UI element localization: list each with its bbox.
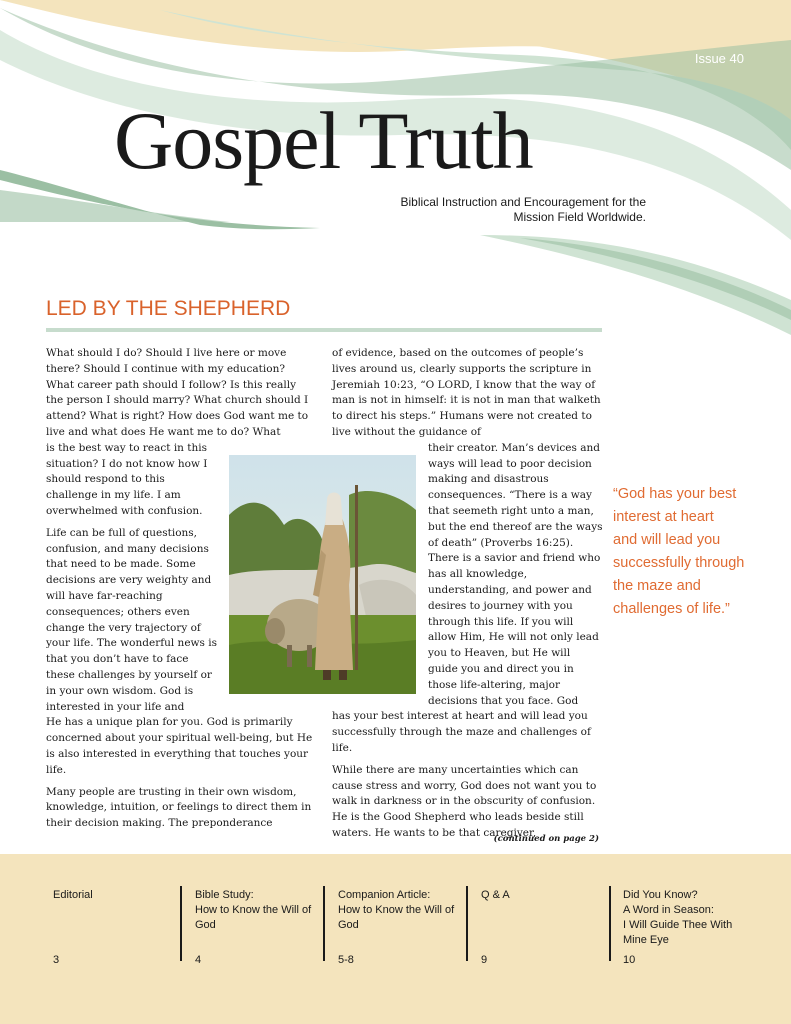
col2-paragraph-1a: of evidence, based on the outcomes of people’s lives around us, clearly supports the scripture in Jeremiah 10:23, “O LORD, I know that the way of man is not in himself: it is not in man that walketh to direct his steps.” Humans were not created to live without the guidance of <box>332 347 601 438</box>
toc-title: Editorial <box>53 889 93 901</box>
toc-page: 10 <box>623 954 636 966</box>
toc-divider <box>180 886 182 961</box>
pull-quote-line: challenges of life.” <box>613 601 730 617</box>
toc-item-editorial[interactable] <box>53 888 163 968</box>
pull-quote <box>613 483 783 621</box>
pull-quote-line: “God has your best <box>613 486 737 502</box>
headline-divider <box>46 328 602 332</box>
article-headline: LED BY THE SHEPHERD <box>46 297 291 320</box>
toc-page: 3 <box>53 954 60 966</box>
toc-divider <box>466 886 468 961</box>
publication-title: Gospel Truth <box>114 95 533 186</box>
toc-item-q-and-a[interactable] <box>481 888 591 968</box>
col2-paragraph-2: While there are many uncertainties which can cause stress and worry, God does not want you to walk in darkness or in the obscurity of confusion. He is the Good Shepherd who leads beside still waters. He wants to be that caregiver, <box>332 763 597 839</box>
pull-quote-line: the maze and <box>613 578 701 594</box>
col1-paragraph-2b: He has a unique plan for you. God is primarily concerned about your spiritual well-being, but He is also interested in everything that touches your life. <box>46 716 313 776</box>
continued-note: (continued on page 2) <box>493 834 599 844</box>
col1-paragraph-1b: is the best way to react in this situation? I do not know how I should respond to this challenge in my life. I am overwhelmed with confusion. <box>46 441 208 517</box>
toc-page: 5-8 <box>338 954 354 966</box>
toc-item-companion-article[interactable] <box>338 888 463 968</box>
pull-quote-line: interest at heart <box>613 509 714 525</box>
toc-divider <box>609 886 611 961</box>
toc-title: Bible Study: How to Know the Will of God <box>195 889 312 931</box>
issue-number: Issue 40 <box>694 51 744 66</box>
tagline <box>340 195 646 225</box>
pull-quote-line: successfully through <box>613 555 745 571</box>
toc-item-did-you-know[interactable] <box>623 888 753 968</box>
pull-quote-line: and will lead you <box>613 532 721 548</box>
col1-paragraph-1a: What should I do? Should I live here or move there? Should I continue with my education? What career path should I follow? Is this really the person I should marry? What church should I attend? What is right? How does God want me to live and what does He want me to do? What <box>46 347 309 438</box>
col2-paragraph-1b: their creator. Man’s devices and ways will lead to poor decision making and disastrous consequences. “There is a way that seemeth right unto a man, but the end thereof are the ways of death” (Proverbs 16:25). There is a savior and friend who has all knowledge, understanding, and power and desires to journey with you through this life. If you will allow Him, He will not only lead you to Heaven, but He will guide you and direct you in those life-altering, major decisions that you face. God <box>428 441 603 707</box>
toc-title: Q & A <box>481 889 510 901</box>
shepherd-photo <box>229 455 416 694</box>
toc-item-bible-study[interactable] <box>195 888 320 968</box>
toc-title: Companion Article: How to Know the Will of God <box>338 889 455 931</box>
tagline-line-1: Biblical Instruction and Encouragement for the <box>400 195 646 209</box>
toc-page: 4 <box>195 954 202 966</box>
col1-paragraph-3: Many people are trusting in their own wisdom, knowledge, intuition, or feelings to direct them in their decision making. The preponderance <box>46 785 312 830</box>
toc-title: Did You Know? A Word in Season: I Will Guide Thee With Mine Eye <box>623 889 733 946</box>
col2-paragraph-1c: has your best interest at heart and will lead you successfully through the maze and challenges of life. <box>332 710 591 754</box>
table-of-contents <box>0 854 791 1024</box>
toc-page: 9 <box>481 954 488 966</box>
toc-divider <box>323 886 325 961</box>
col1-paragraph-2a: Life can be full of questions, confusion, and many decisions that need to be made. Some decisions are very weighty and will have far-reaching consequences; others even change the very trajectory of your life. The wonderful news is that you don’t have to face these challenges by yourself or in your own wisdom. God is interested in your life and <box>46 526 217 713</box>
tagline-line-2: Mission Field Worldwide. <box>513 210 646 224</box>
